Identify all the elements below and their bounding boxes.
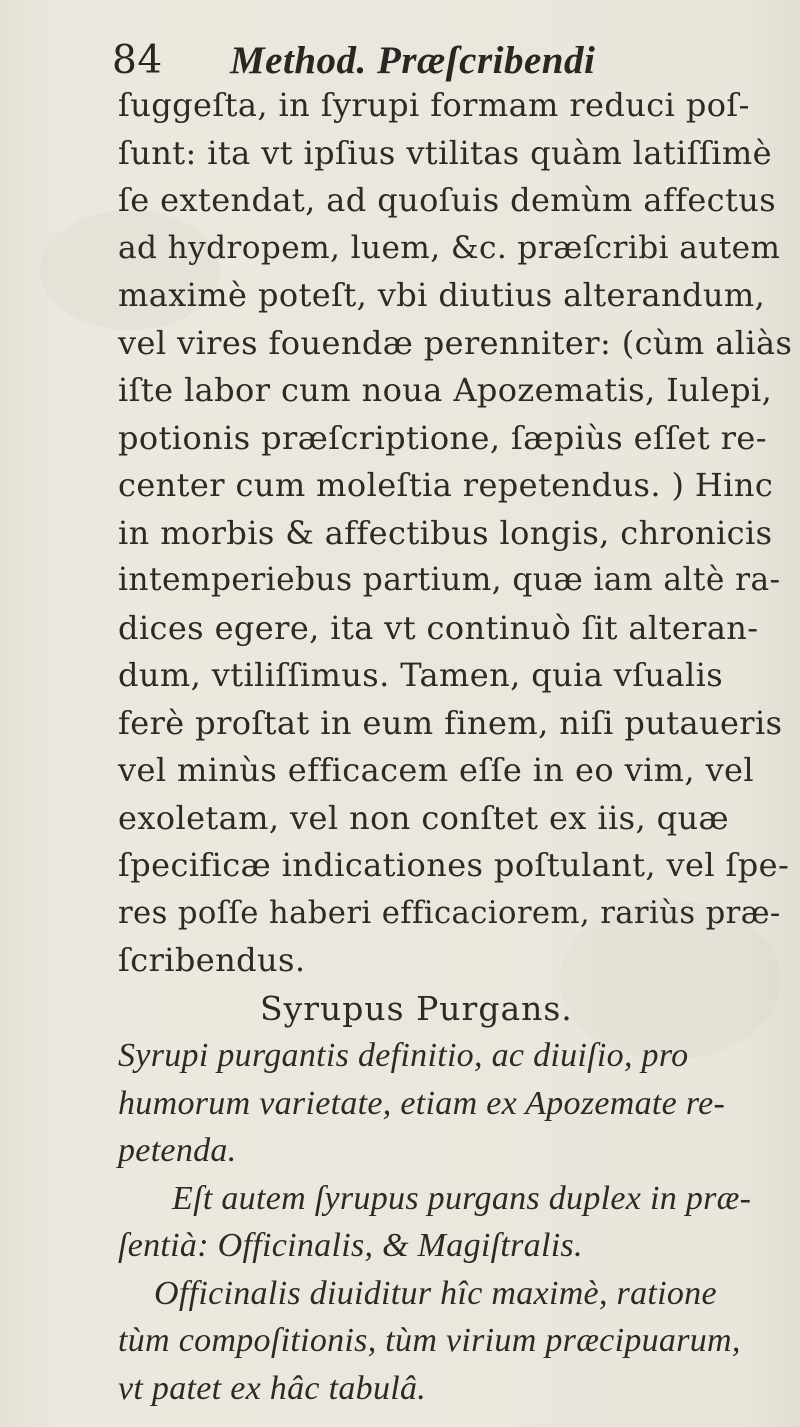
italic-line: Syrupi purgantis definitio, ac diuiſio, pro [118,1037,689,1074]
text-line: maximè poteſt, vbi diutius alterandum, [118,276,766,314]
section-heading: Syrupus Purgans. [260,988,573,1028]
text-line: ferè proſtat in eum finem, niſi putaueris [118,703,783,742]
italic-line: ſentià: Officinalis, & Magiſtralis. [118,1227,583,1264]
text-line: ſcribendus. [118,941,306,979]
main-text [118,82,794,1412]
running-title: Method. Præſcribendi [230,39,596,82]
text-line: res poſſe haberi efficaciorem, rariùs præ- [118,895,781,931]
italic-line: petenda. [118,1132,237,1169]
text-line: dices egere, ita vt continuò ſit alteran- [118,608,759,647]
text-line: exoletam, vel non conſtet ex iis, quæ [118,798,729,837]
text-line: ſuggeſta, in ſyrupi formam reduci poſ- [118,86,750,124]
italic-line: tùm compoſitionis, tùm virium præcipuarum, [118,1322,741,1359]
text-line: ſe extendat, ad quoſuis demùm affectus [118,181,777,219]
text-line: ſpecificæ indicationes poſtulant, vel ſpe- [118,846,790,884]
text-line: iſte labor cum noua Apozematis, Iulepi, [118,371,773,409]
running-header [112,36,595,86]
text-line: potionis præſcriptione, ſæpiùs eſſet re- [118,418,767,457]
text-line: in morbis & affectibus longis, chronicis [118,513,773,552]
text-line: ſunt: ita vt ipſius vtilitas quàm latiſſimè [118,133,772,172]
text-line: ad hydropem, luem, &c. præſcribi autem [118,229,781,266]
text-line: center cum moleſtia repetendus. ) Hinc [118,466,774,504]
text-line: vel vires fouendæ perenniter: (cùm aliàs [118,323,793,362]
text-line: intemperiebus partium, quæ iam altè ra- [118,562,781,598]
text-line: vel minùs efficacem eſſe in eo vim, vel [118,751,755,789]
text-line: dum, vtiliſſimus. Tamen, quia vſualis [118,656,724,694]
italic-line: Eſt autem ſyrupus purgans duplex in præ- [172,1179,752,1217]
italic-line: Officinalis diuiditur hîc maximè, ratione [154,1274,717,1312]
italic-line: humorum varietate, etiam ex Apozemate re- [118,1084,726,1122]
italic-line: vt patet ex hâc tabulâ. [118,1369,427,1407]
page-number: 84 [112,38,163,83]
